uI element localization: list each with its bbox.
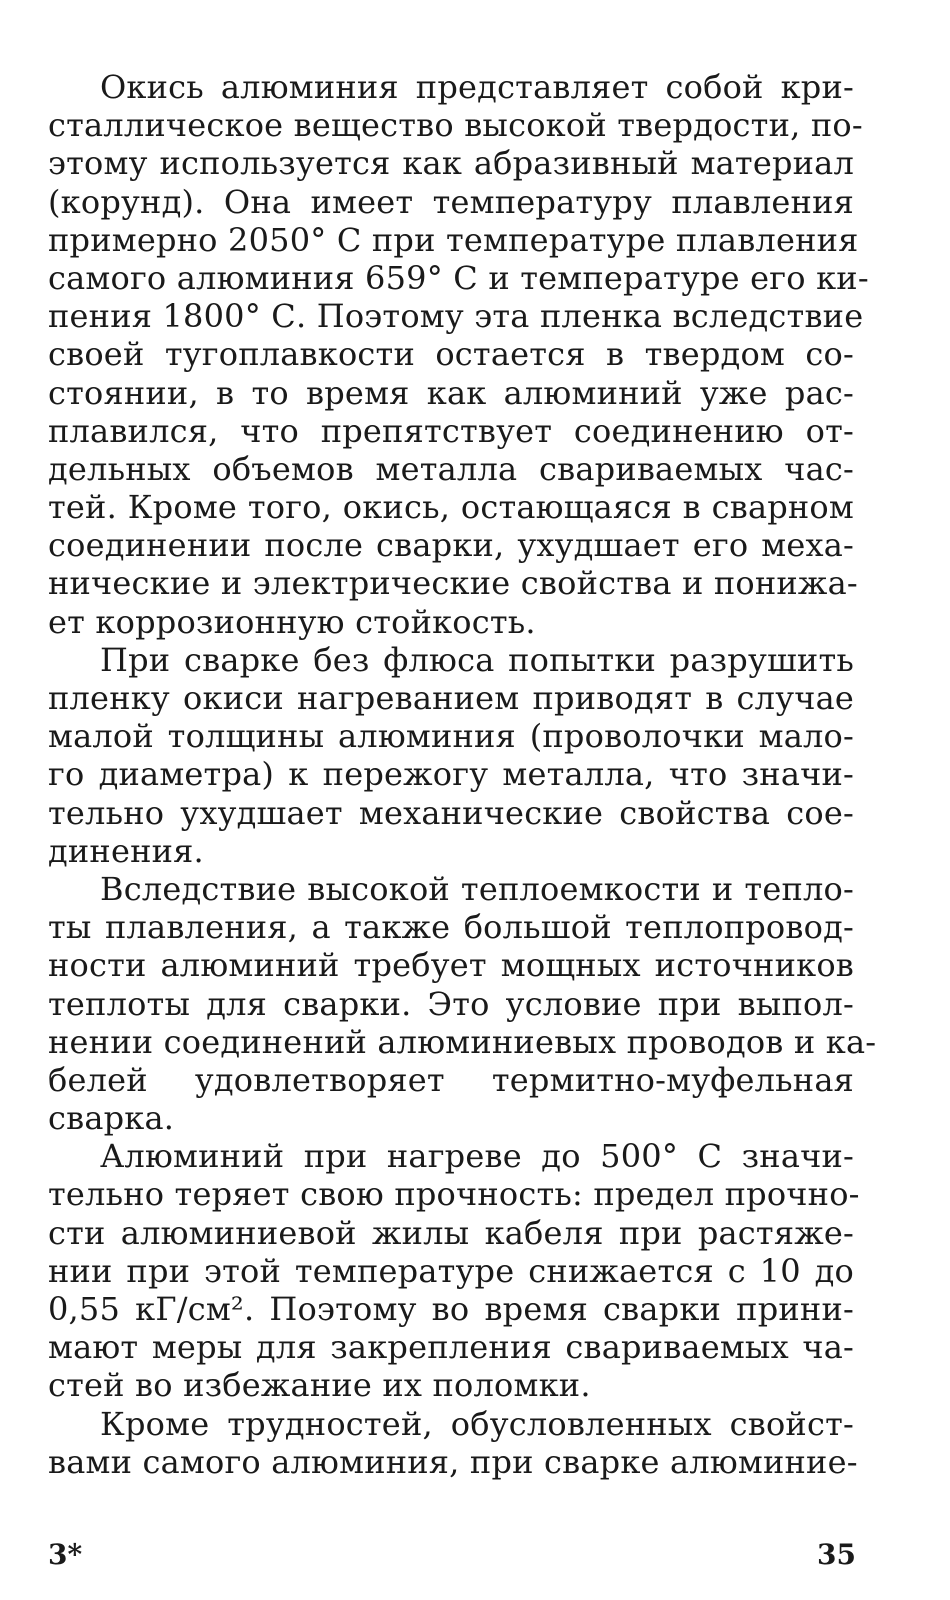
- text-line: плавился, что препятствует соединению от-: [48, 411, 854, 450]
- text-line: самого алюминия 659° С и температуре его ки-: [48, 258, 869, 297]
- text-line: сварка.: [48, 1099, 175, 1138]
- page-number: 35: [817, 1538, 856, 1571]
- text-line: стоянии, в то время как алюминий уже рас-: [48, 373, 854, 412]
- text-line: ты плавления, а также большой теплопровод-: [48, 908, 854, 947]
- text-line: ет коррозионную стойкость.: [48, 602, 536, 641]
- body-text: [48, 68, 877, 1481]
- text-line: малой толщины алюминия (проволочки мало-: [48, 717, 854, 756]
- paragraph-2: [48, 641, 854, 870]
- text-line: примерно 2050° С при температуре плавления: [48, 220, 859, 259]
- text-line: своей тугоплавкости остается в твердом со-: [48, 335, 854, 374]
- text-line: тельно ухудшает механические свойства сое-: [48, 793, 854, 832]
- text-line: этому используется как абразивный материал: [48, 144, 854, 183]
- paragraph-5: [48, 1404, 858, 1481]
- text-line: вами самого алюминия, при сварке алюминие-: [48, 1442, 858, 1481]
- text-line: тей. Кроме того, окись, остающаяся в сварном: [48, 488, 854, 527]
- paragraph-1: [48, 68, 869, 641]
- page-footer: [48, 1538, 856, 1578]
- text-line: 0,55 кГ/см². Поэтому во время сварки прини-: [48, 1290, 854, 1328]
- text-line: Кроме трудностей, обусловленных свойст-: [100, 1404, 854, 1443]
- text-line: дельных объемов металла свариваемых час-: [48, 449, 854, 488]
- text-line: го диаметра) к пережогу металла, что значи-: [48, 755, 854, 794]
- text-line: белей удовлетворяет термитно-муфельная: [48, 1060, 854, 1099]
- text-line: соединении после сварки, ухудшает его меха-: [48, 526, 854, 565]
- text-line: (корунд). Она имеет температуру плавления: [48, 182, 854, 221]
- text-line: нии при этой температуре снижается с 10 до: [48, 1251, 854, 1290]
- text-line: теплоты для сварки. Это условие при выпол-: [48, 984, 854, 1023]
- text-line: сталлическое вещество высокой твердости, по-: [48, 106, 863, 145]
- text-line: ности алюминий требует мощных источников: [48, 946, 854, 985]
- signature-mark: 3*: [48, 1538, 83, 1571]
- text-line: пения 1800° С. Поэтому эта пленка вследствие: [48, 297, 864, 336]
- text-line: стей во избежание их поломки.: [48, 1366, 591, 1405]
- text-line: Вследствие высокой теплоемкости и тепло-: [100, 869, 854, 908]
- text-line: тельно теряет свою прочность: предел прочно-: [48, 1175, 860, 1214]
- text-line: Окись алюминия представляет собой кри-: [100, 68, 854, 106]
- text-line: нении соединений алюминиевых проводов и ка-: [48, 1022, 877, 1061]
- text-line: динения.: [48, 831, 204, 870]
- paragraph-4: [48, 1137, 860, 1405]
- text-line: мают меры для закрепления свариваемых ча-: [48, 1328, 854, 1367]
- text-line: пленку окиси нагреванием приводят в случае: [48, 679, 854, 717]
- text-line: При сварке без флюса попытки разрушить: [100, 640, 854, 679]
- text-line: Алюминий при нагреве до 500° С значи-: [100, 1137, 854, 1176]
- text-line: сти алюминиевой жилы кабеля при растяже-: [48, 1213, 854, 1252]
- paragraph-3: [48, 869, 877, 1138]
- text-line: нические и электрические свойства и понижа-: [48, 564, 858, 603]
